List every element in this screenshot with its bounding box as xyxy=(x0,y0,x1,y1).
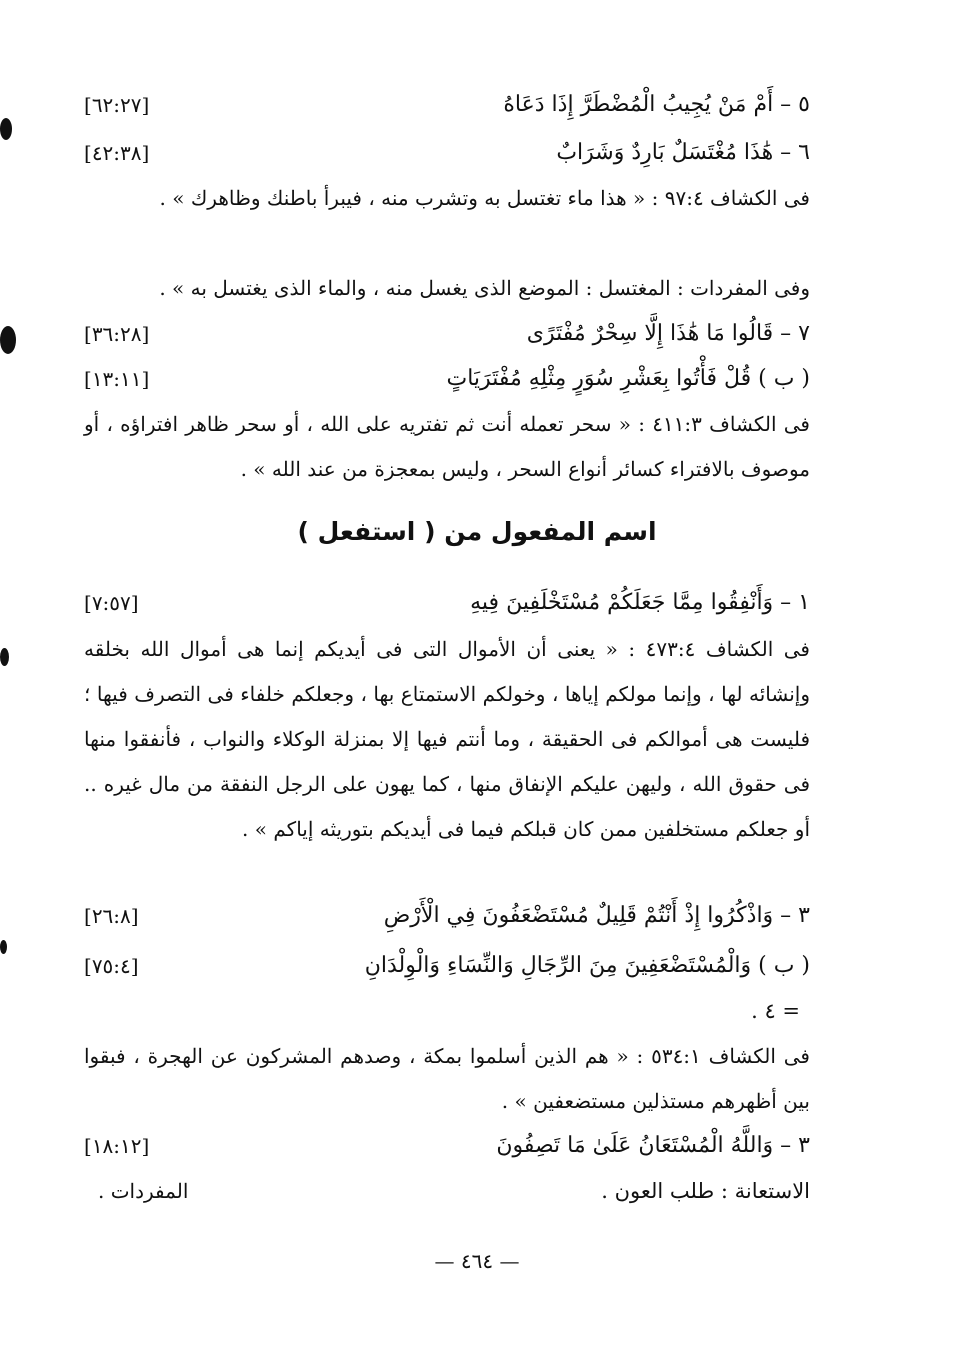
verse-line xyxy=(84,893,810,939)
definition-text: الاستعانة : طلب العون . xyxy=(601,1179,810,1203)
commentary-paragraph: فى الكشاف ٥٣٤:١ : « هم الذين أسلموا بمكة ، وصدهم المشركون عن الهجرة ، فبقوا بين أظهرهم مستذلين مستضعفين » . xyxy=(84,1044,810,1113)
commentary-paragraph: فى الكشاف ٩٧:٤ : « هذا ماء تغتسل به وتشرب منه ، فيبرأ باطنك وظاهرك » . xyxy=(159,186,810,210)
verse-line xyxy=(84,1123,810,1169)
scan-speck xyxy=(0,118,12,140)
commentary-paragraph: فى الكشاف ٤٧٣:٤ : « يعنى أن الأموال التى فى أيديكم إنما هى أموال الله بخلقه وإنشائه لها ، وإنما مولكم إياها ، وخولكم الاستمتاع بها ، وجعلكم خلفاء فى التصرف فيها ؛ فليست هى أموالكم فى الحقيقة ، وما أنتم فيها إلا بمنزلة الوكلاء والنواب ، فأنفقوا منها فى حقوق الله ، وليهن عليكم الإنفاق منها ، كما يهون على الرجل النفقة من مال غيره .. أو جعلكم مستخلفين ممن كان قبلكم فيما فى أيديكم بتوريثه إياكم » . xyxy=(84,637,811,841)
cross-reference-line xyxy=(84,988,810,1034)
verse-line xyxy=(84,943,810,989)
definition-line xyxy=(84,1168,810,1214)
verse-text: ٥ – أَمْ مَنْ يُجِيبُ الْمُضْطَرَّ إِذَا دَعَاهُ xyxy=(503,92,810,117)
commentary-paragraph: فى الكشاف ٤١١:٣ : « سحر تعمله أنت ثم تفتريه على الله ، أو سحر ظاهر افتراؤه ، أو موصوف بالافتراء كسائر أنواع السحر ، وليس بمعجزة من عند الله » . xyxy=(84,412,810,481)
verse-text: ٣ – وَاللَّهُ الْمُسْتَعَانُ عَلَىٰ مَا تَصِفُونَ xyxy=(496,1133,810,1158)
verse-reference: [٣٦:٢٨] xyxy=(84,322,150,346)
section-heading: اسم المفعول من ( استفعل ) xyxy=(297,517,657,546)
page-number: — ٤٦٤ — xyxy=(434,1249,520,1273)
verse-reference: [٦٢:٢٧] xyxy=(84,93,150,117)
verse-line xyxy=(84,82,810,128)
source-reference: المفردات . xyxy=(98,1179,189,1203)
verse-text: ٣ – وَاذْكُرُوا إِذْ أَنْتُمْ قَلِيلٌ مُسْتَضْعَفُونَ فِي الْأَرْضِ xyxy=(383,903,810,928)
verse-line xyxy=(84,130,810,176)
verse-reference: [٧٥:٤] xyxy=(84,954,139,978)
verse-reference: [١٨:١٢] xyxy=(84,1134,150,1158)
verse-text: ( ب ) وَالْمُسْتَضْعَفِينَ مِنَ الرِّجَالِ وَالنِّسَاءِ وَالْوِلْدَانِ xyxy=(364,953,810,978)
scan-speck xyxy=(0,940,7,954)
scan-speck xyxy=(0,648,9,666)
verse-reference: [٧:٥٧] xyxy=(84,591,139,615)
scan-speck xyxy=(0,326,16,354)
cross-reference: = ٤ . xyxy=(751,999,800,1023)
verse-reference: [٢٦:٨] xyxy=(84,904,139,928)
verse-reference: [٤٢:٣٨] xyxy=(84,141,150,165)
verse-text: ٦ – هَٰذَا مُغْتَسَلٌ بَارِدٌ وَشَرَابٌ xyxy=(556,140,810,165)
verse-reference: [١٣:١١] xyxy=(84,367,150,391)
commentary-paragraph: وفى المفردات : المغتسل : الموضع الذى يغسل منه ، والماء الذى يغتسل به » . xyxy=(159,276,810,300)
verse-text: ٧ – قَالُوا مَا هَٰذَا إِلَّا سِحْرٌ مُفْتَرًى xyxy=(526,321,810,346)
verse-line xyxy=(84,356,810,402)
verse-line xyxy=(84,311,810,357)
verse-line xyxy=(84,580,810,626)
verse-text: ( ب ) قُلْ فَأْتُوا بِعَشْرِ سُوَرٍ مِثْلِهِ مُفْتَرَيَاتٍ xyxy=(446,366,810,391)
verse-text: ١ – وَأَنْفِقُوا مِمَّا جَعَلَكُمْ مُسْتَخْلَفِينَ فِيهِ xyxy=(470,590,810,615)
